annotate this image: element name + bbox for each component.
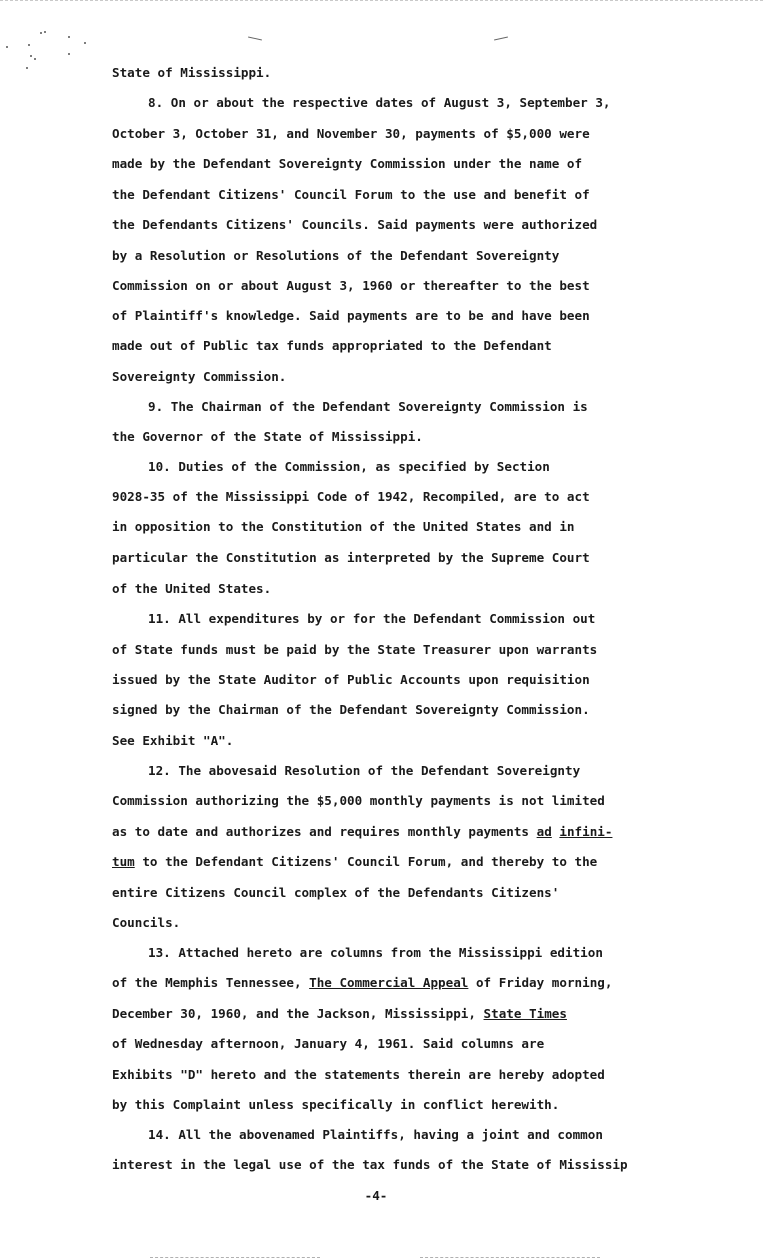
scan-specks xyxy=(0,20,110,80)
bottom-edge-mark xyxy=(420,1257,600,1259)
text-line: Exhibits "D" hereto and the statements therein are hereby adopted xyxy=(112,1067,605,1082)
underlined-term-ad: ad xyxy=(536,824,552,839)
bottom-edge-mark xyxy=(150,1257,320,1259)
text-line: particular the Constitution as interpreted by the Supreme Court xyxy=(112,550,590,565)
newspaper-title-state-times: State Times xyxy=(483,1006,567,1021)
text-line: of Wednesday afternoon, January 4, 1961. Said columns are xyxy=(112,1036,545,1051)
text-line: issued by the State Auditor of Public Accounts upon requisition xyxy=(112,672,590,687)
text-segment: of the Memphis Tennessee, xyxy=(112,975,310,990)
text-line: by a Resolution or Resolutions of the Defendant Sovereignty xyxy=(112,248,560,263)
text-line: made out of Public tax funds appropriated to the Defendant xyxy=(112,338,552,353)
page-number: -4- xyxy=(364,1188,388,1203)
text-line: in opposition to the Constitution of the United States and in xyxy=(112,519,575,534)
underlined-term-tum: tum xyxy=(112,854,135,869)
paragraph-9-start: 9. The Chairman of the Defendant Sovereignty Commission is xyxy=(148,399,588,414)
paragraph-10-start: 10. Duties of the Commission, as specified by Section xyxy=(148,459,550,474)
text-line: Commission on or about August 3, 1960 or thereafter to the best xyxy=(112,278,590,293)
text-line: made by the Defendant Sovereignty Commission under the name of xyxy=(112,156,583,171)
top-edge-dotted-border xyxy=(0,0,763,3)
text-line: the Governor of the State of Mississippi. xyxy=(112,429,423,444)
paragraph-8-start: 8. On or about the respective dates of August 3, September 3, xyxy=(148,95,611,110)
paragraph-13-start: 13. Attached hereto are columns from the Mississippi edition xyxy=(148,945,603,960)
text-line: of the United States. xyxy=(112,581,272,596)
text-line: the Defendants Citizens' Councils. Said payments were authorized xyxy=(112,217,598,232)
text-line xyxy=(112,976,632,990)
text-segment: of Friday morning, xyxy=(468,975,613,990)
text-line: signed by the Chairman of the Defendant Sovereignty Commission. xyxy=(112,702,590,717)
text-line: entire Citizens Council complex of the Defendants Citizens' xyxy=(112,885,560,900)
text-line: State of Mississippi. xyxy=(112,65,272,80)
text-line: See Exhibit "A". xyxy=(112,733,234,748)
underlined-term-infini: infini- xyxy=(559,824,613,839)
text-line: the Defendant Citizens' Council Forum to the use and benefit of xyxy=(112,187,590,202)
newspaper-title-commercial-appeal: The Commercial Appeal xyxy=(309,975,469,990)
text-segment: as to date and authorizes and requires monthly payments xyxy=(112,824,537,839)
text-line xyxy=(112,1007,632,1021)
text-line: Councils. xyxy=(112,915,181,930)
text-line: October 3, October 31, and November 30, payments of $5,000 were xyxy=(112,126,590,141)
text-line xyxy=(112,825,632,839)
paragraph-11-start: 11. All expenditures by or for the Defendant Commission out xyxy=(148,611,596,626)
paragraph-12-start: 12. The abovesaid Resolution of the Defendant Sovereignty xyxy=(148,763,581,778)
text-line: by this Complaint unless specifically in conflict herewith. xyxy=(112,1097,560,1112)
text-line: Commission authorizing the $5,000 monthly payments is not limited xyxy=(112,793,605,808)
text-segment: December 30, 1960, and the Jackson, Mississippi, xyxy=(112,1006,484,1021)
text-segment: to the Defendant Citizens' Council Forum, and thereby to the xyxy=(134,854,598,869)
text-line: Sovereignty Commission. xyxy=(112,369,287,384)
text-line: of Plaintiff's knowledge. Said payments are to be and have been xyxy=(112,308,590,323)
text-line xyxy=(112,855,632,869)
text-line: of State funds must be paid by the State Treasurer upon warrants xyxy=(112,642,598,657)
text-line: interest in the legal use of the tax funds of the State of Mississip xyxy=(112,1157,628,1172)
paragraph-14-start: 14. All the abovenamed Plaintiffs, having a joint and common xyxy=(148,1127,603,1142)
text-line: 9028-35 of the Mississippi Code of 1942, Recompiled, are to act xyxy=(112,489,590,504)
